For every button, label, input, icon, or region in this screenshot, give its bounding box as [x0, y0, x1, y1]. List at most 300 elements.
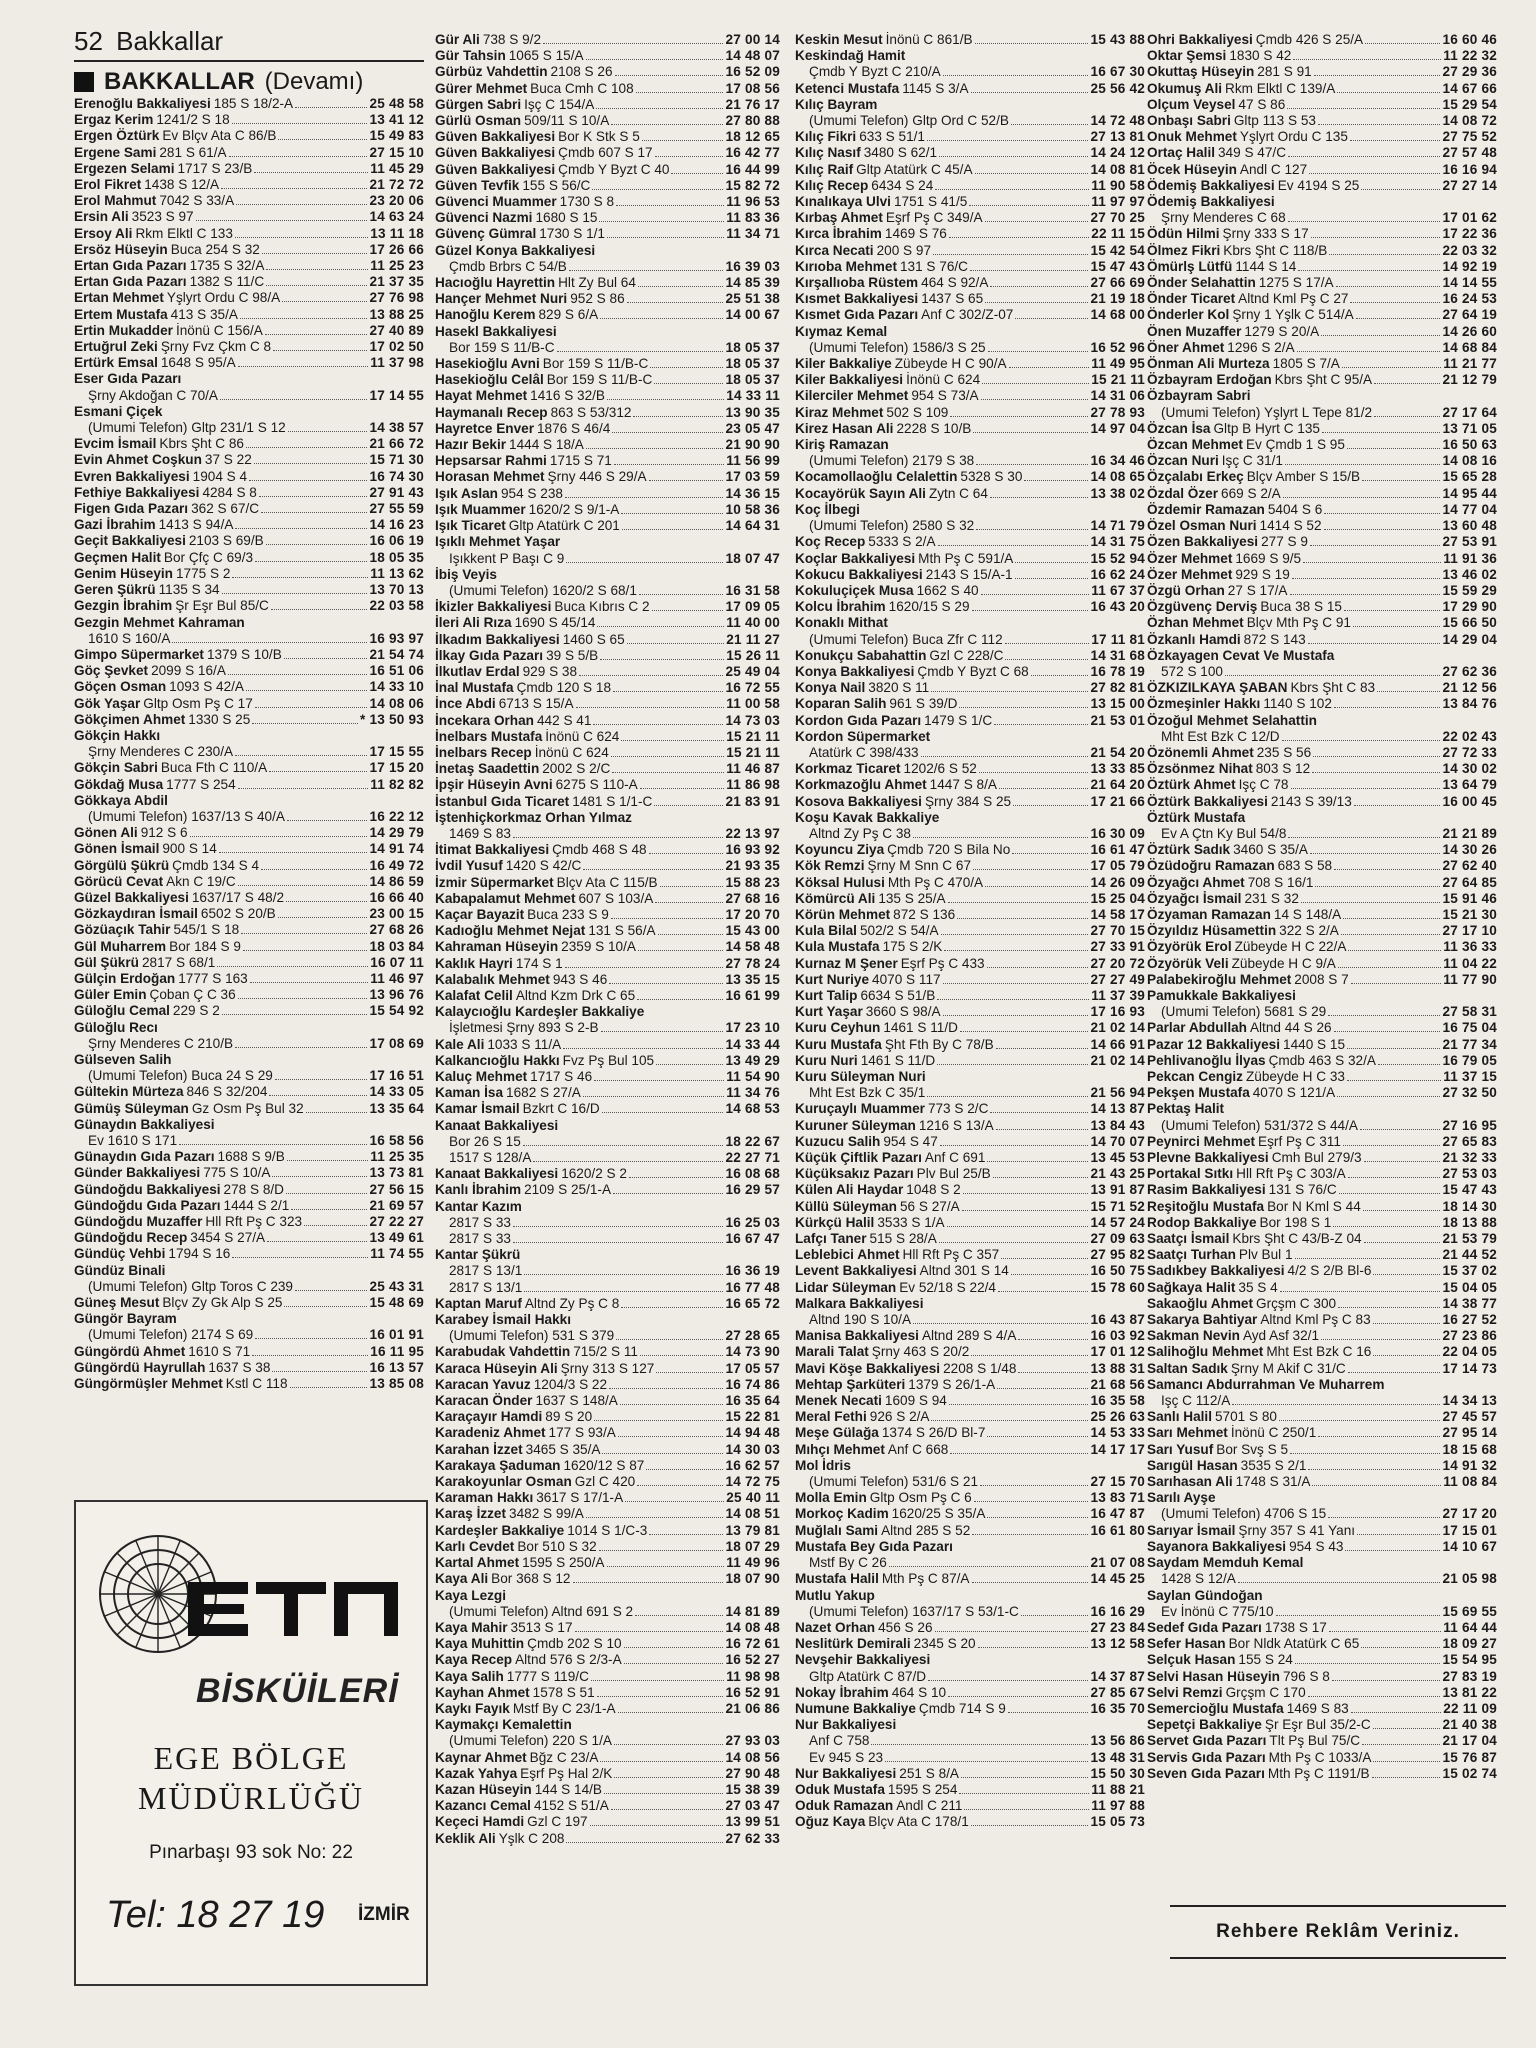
entry-name: Mavi Köşe Bakkaliyesi	[795, 1360, 941, 1376]
entry-phone: 21 11 27	[726, 631, 780, 647]
listing-entry	[1147, 551, 1497, 567]
listing-entry	[795, 1166, 1145, 1182]
entry-name: Ketenci Mustafa	[795, 80, 900, 96]
entry-name: Özyağcı İsmail	[1147, 890, 1242, 906]
entry-phone: 14 08 06	[369, 695, 424, 711]
leader-dots	[1001, 1258, 1088, 1259]
entry-phone: 14 97 04	[1090, 420, 1145, 436]
entry-name: Molla Emin	[795, 1490, 867, 1506]
leader-dots	[622, 529, 724, 530]
entry-phone: 11 82 82	[370, 776, 424, 792]
leader-dots	[513, 837, 724, 838]
entry-name: Kuruçaylı Muammer	[795, 1101, 925, 1117]
entry-address: Şrny Menderes C 68	[1161, 210, 1286, 226]
listing-entry	[1147, 210, 1497, 226]
listing-heading: Esmani Çiçek	[74, 403, 163, 419]
leader-dots	[524, 1291, 723, 1292]
listing-entry	[435, 648, 780, 664]
listing-entry	[435, 372, 780, 388]
entry-address: 56 S 27/A	[899, 1198, 960, 1214]
listing-heading: Kaymakçı Kemalettin	[435, 1717, 572, 1733]
leader-dots	[616, 205, 724, 206]
entry-name: Özcan Mehmet	[1147, 437, 1243, 453]
leader-dots	[594, 1420, 723, 1421]
entry-phone: * 13 50 93	[360, 711, 424, 727]
entry-phone: 11 37 15	[1443, 1069, 1497, 1084]
entry-phone: 11 86 98	[726, 777, 780, 793]
entry-phone: 21 43 25	[1090, 1166, 1145, 1182]
leader-dots	[1334, 869, 1440, 870]
entry-name: Karaş İzzet	[435, 1506, 507, 1522]
listing-entry	[1147, 1199, 1497, 1215]
entry-name: Levent Bakkaliyesi	[795, 1263, 917, 1279]
entry-phone: 18 05 37	[725, 356, 780, 372]
listing-entry	[435, 1571, 780, 1587]
entry-phone: 25 40 11	[726, 1490, 780, 1506]
leader-dots	[1321, 335, 1440, 336]
entry-name: Pekşen Mustafa	[1147, 1085, 1250, 1101]
listing-entry	[1147, 972, 1497, 988]
listing-entry	[795, 858, 1145, 874]
leader-dots	[1348, 1372, 1441, 1373]
entry-address: Mht Est Bzk C 12/D	[1161, 728, 1280, 744]
listing-entry	[1147, 421, 1497, 437]
entry-name: Ertem Mustafa	[74, 306, 168, 322]
entry-phone: 14 37 87	[1090, 1668, 1145, 1684]
listing-entry	[1147, 1636, 1497, 1652]
entry-name: Özer Mehmet	[1147, 566, 1233, 582]
entry-phone: 14 08 51	[725, 1506, 780, 1522]
entry-address: 3660 S 98/A	[865, 1004, 941, 1020]
leader-dots	[1308, 643, 1441, 644]
entry-phone: 13 88 31	[1090, 1360, 1145, 1376]
listing-heading: Pamukkale Bakkaliyesi	[1147, 987, 1296, 1003]
entry-phone: 27 83 19	[1442, 1668, 1497, 1684]
entry-address: 135 S 25/A	[878, 890, 946, 906]
leader-dots	[962, 1210, 1089, 1211]
leader-dots	[931, 691, 1088, 692]
entry-phone: 15 82 72	[725, 177, 780, 193]
leader-dots	[937, 999, 1089, 1000]
listing-entry	[1147, 1215, 1497, 1231]
listing-entry	[1147, 1523, 1497, 1539]
listing-entry	[435, 1506, 780, 1522]
entry-address: Kbrs Şht C 43/B-Z 04	[1232, 1231, 1362, 1247]
listing-entry	[74, 566, 424, 582]
entry-address: Şrny Menderes C 230/A	[88, 744, 234, 760]
entry-name: Oduk Mustafa	[795, 1781, 885, 1797]
leader-dots	[565, 967, 724, 968]
leader-dots	[259, 496, 368, 497]
entry-address: Zübeyde H C 22/A	[1234, 939, 1347, 955]
entry-name: Karabudak Vahdettin	[435, 1344, 571, 1360]
entry-phone: 14 91 74	[369, 841, 424, 857]
listing-entry	[795, 1312, 1145, 1328]
entry-name: Pekcan Cengiz	[1147, 1069, 1243, 1084]
leader-dots	[1328, 1517, 1440, 1518]
listing-entry	[1147, 1766, 1497, 1782]
entry-name: Kırşallıoba Rüstem	[795, 275, 919, 291]
entry-address: 1610 S 71	[188, 1343, 251, 1359]
listing-entry	[74, 647, 424, 663]
entry-phone: 25 51 38	[725, 291, 780, 307]
entry-name: Özen Bakkaliyesi	[1147, 534, 1259, 550]
entry-address: Ev 52/18 S 22/4	[899, 1279, 996, 1295]
leader-dots	[1318, 1436, 1440, 1437]
entry-name: Kahraman Hüseyin	[435, 939, 559, 955]
entry-phone: 21 68 56	[1090, 1376, 1145, 1392]
entry-name: Kanaat Bakkaliyesi	[435, 1166, 559, 1182]
entry-phone: 22 03 58	[369, 598, 424, 614]
entry-address: Grçşm C 170	[1225, 1684, 1306, 1700]
entry-address: Çoban Ç C 36	[149, 987, 236, 1003]
listing-entry	[74, 485, 424, 501]
entry-name: Körün Mehmet	[795, 906, 891, 922]
entry-phone: 15 71 52	[1090, 1198, 1145, 1214]
listing-entry	[795, 1474, 1145, 1490]
entry-address: 2002 S 2/C	[542, 761, 611, 777]
entry-phone: 11 49 96	[726, 1555, 780, 1571]
entry-name: Servis Gıda Pazarı	[1147, 1749, 1266, 1765]
leader-dots	[660, 886, 724, 887]
entry-name: Kordon Gıda Pazarı	[795, 712, 922, 728]
entry-address: 1578 S 51	[532, 1684, 595, 1700]
entry-name: Seven Gıda Pazarı	[1147, 1765, 1265, 1781]
listing-entry	[1147, 97, 1497, 113]
listing-entry	[1147, 923, 1497, 939]
entry-name: Kaya Recep	[435, 1652, 513, 1668]
listing-entry	[435, 1750, 780, 1766]
leader-dots	[658, 934, 724, 935]
entry-phone: 18 12 65	[725, 129, 780, 145]
leader-dots	[972, 1582, 1089, 1583]
entry-phone: 16 93 97	[369, 630, 424, 646]
leader-dots	[1334, 1031, 1441, 1032]
listing-heading: İştenhiçkorkmaz Orhan Yılmaz	[435, 809, 632, 825]
leader-dots	[637, 999, 723, 1000]
entry-phone: 25 49 04	[725, 663, 780, 679]
entry-phone: 27 82 81	[1090, 680, 1145, 696]
entry-address: Şrny Fvz Çkm C 8	[160, 339, 272, 355]
listing-entry	[435, 437, 780, 453]
listing-entry	[1147, 324, 1497, 340]
listing-entry	[795, 486, 1145, 502]
leader-dots	[615, 75, 724, 76]
entry-address: Gltp Osm Pş C 17	[143, 695, 253, 711]
leader-dots	[975, 43, 1089, 44]
entry-address: 545/1 S 18	[173, 922, 240, 938]
entry-address: 231 S 32	[1244, 890, 1299, 906]
entry-address: 1777 S 163	[178, 970, 248, 986]
listing-entry	[795, 632, 1145, 648]
entry-address: 4070 S 117	[872, 971, 941, 987]
leader-dots	[1031, 675, 1089, 676]
entry-phone: 16 39 03	[725, 258, 780, 274]
entry-name: Geren Şükrü	[74, 582, 156, 598]
leader-dots	[266, 544, 368, 545]
leader-dots	[972, 610, 1089, 611]
entry-address: Kbrs Şht C 118/B	[1223, 242, 1328, 258]
entry-address: 1382 S 11/C	[189, 274, 265, 290]
entry-phone: 16 08 68	[725, 1166, 780, 1182]
listing-entry	[795, 777, 1145, 793]
eti-logo-icon	[88, 1522, 414, 1672]
entry-address: 1682 S 27/A	[506, 1085, 581, 1101]
listing-entry	[795, 1247, 1145, 1263]
leader-dots	[255, 707, 368, 708]
entry-phone: 14 45 25	[1090, 1571, 1145, 1587]
leader-dots	[1333, 1226, 1440, 1227]
entry-name: Ertin Mukadder	[74, 322, 173, 338]
listing-entry	[795, 761, 1145, 777]
listing-heading: Gündüz Binali	[74, 1262, 166, 1278]
entry-phone: 16 52 09	[725, 64, 780, 80]
entry-name: Önder Selahattin	[1147, 275, 1256, 291]
entry-name: Önderler Kol	[1147, 307, 1230, 323]
entry-name: İlkutlav Erdal	[435, 663, 520, 679]
listing-heading: Mol İdris	[795, 1457, 851, 1473]
leader-dots	[533, 1161, 723, 1162]
listing-entry	[1147, 48, 1497, 64]
entry-phone: 16 67 47	[725, 1231, 780, 1247]
listing-entry	[435, 794, 780, 810]
entry-name: Kokuluçiçek Musa	[795, 582, 914, 598]
listing-entry	[74, 712, 424, 728]
entry-address: 1048 S 2	[906, 1182, 961, 1198]
entry-name: Oktar Şemsi	[1147, 48, 1227, 64]
entry-address: 1751 S 41/5	[893, 194, 968, 210]
listing-entry	[795, 1393, 1145, 1409]
entry-phone: 15 25 04	[1090, 890, 1145, 906]
entry-address: 4152 S 51/A	[533, 1798, 609, 1814]
entry-address: 1135 S 34	[158, 582, 220, 598]
entry-phone: 15 52 94	[1090, 550, 1145, 566]
entry-address: 144 S 14/B	[534, 1781, 602, 1797]
entry-name: Ölmez Fikri	[1147, 242, 1221, 258]
entry-address: 912 S 6	[140, 825, 188, 841]
listing-entry	[435, 145, 780, 161]
entry-phone: 27 17 10	[1442, 923, 1497, 939]
entry-address: 1830 S 42	[1229, 48, 1292, 64]
leader-dots	[1354, 805, 1441, 806]
listing-entry	[795, 340, 1145, 356]
listing-entry	[74, 550, 424, 566]
entry-phone: 21 54 20	[1090, 744, 1145, 760]
listing-entry	[795, 1523, 1145, 1539]
entry-phone: 16 62 57	[725, 1457, 780, 1473]
entry-address: Altnd Kzm Drk C 65	[515, 987, 636, 1003]
listing-entry	[74, 1230, 424, 1246]
entry-name: Kuzucu Salih	[795, 1133, 881, 1149]
entry-name: Gazi İbrahim	[74, 517, 156, 533]
entry-phone: 16 13 57	[369, 1359, 424, 1375]
entry-phone: 27 09 63	[1090, 1231, 1145, 1247]
entry-phone: 17 15 55	[369, 744, 424, 760]
entry-phone: 15 54 95	[1442, 1652, 1497, 1668]
listing-entry	[1147, 858, 1497, 874]
listing-entry	[1147, 1361, 1497, 1377]
entry-address: 1715 S 71	[549, 453, 612, 469]
entry-name: Ergezen Selami	[74, 160, 175, 176]
listing-entry	[74, 1279, 424, 1295]
entry-address: 464 S 10	[891, 1684, 947, 1700]
entry-phone: 11 40 00	[726, 615, 780, 631]
listing-entry	[1147, 680, 1497, 696]
listing-heading: Konaklı Mithat	[795, 615, 888, 631]
leader-dots	[1024, 480, 1088, 481]
entry-address: 952 S 86	[570, 291, 625, 307]
entry-address: Andl C 127	[1239, 161, 1308, 177]
entry-phone: 27 33 91	[1090, 939, 1145, 955]
listing-heading: Kiriş Ramazan	[795, 437, 889, 453]
entry-address: Mht Est Bzk C 35/1	[809, 1085, 926, 1101]
leader-dots	[981, 594, 1090, 595]
leader-dots	[639, 594, 724, 595]
listing-entry	[795, 1490, 1145, 1506]
listing-entry	[795, 599, 1145, 615]
listing-heading: Gökçin Hakkı	[74, 727, 161, 743]
entry-address: Hlt Zy Bul 64	[558, 275, 636, 291]
entry-name: Öner Ahmet	[1147, 339, 1225, 355]
entry-name: Gökdağ Musa	[74, 776, 164, 792]
entry-address: 1330 S 25	[188, 711, 251, 727]
listing-entry	[435, 875, 780, 891]
entry-address: (Umumi Telefon) 531 S 379	[449, 1328, 615, 1344]
entry-address: 2817 S 13/1	[449, 1263, 523, 1279]
listing-entry	[74, 96, 424, 112]
page-number: 52	[74, 26, 103, 56]
listing-entry	[1147, 1409, 1497, 1425]
leader-dots	[599, 221, 724, 222]
entry-address: Blçv Zy Gk Alp S 25	[162, 1295, 283, 1311]
leader-dots	[611, 124, 723, 125]
listing-entry	[1147, 372, 1497, 388]
entry-phone: 21 66 72	[369, 436, 424, 452]
leader-dots	[286, 1193, 367, 1194]
listing-entry	[1147, 534, 1497, 550]
entry-address: Çmdb 463 S 32/A	[1268, 1052, 1376, 1068]
listing-entry	[435, 1636, 780, 1652]
leader-dots	[593, 724, 723, 725]
entry-phone: 22 03 32	[1442, 242, 1497, 258]
entry-phone: 14 67 66	[1442, 80, 1497, 96]
entry-name: Kılıç Raif	[795, 161, 854, 177]
entry-name: Özyağcı Ahmet	[1147, 874, 1245, 890]
entry-phone: 11 36 33	[1443, 939, 1497, 955]
listing-entry	[795, 875, 1145, 891]
entry-address: (Umumi Telefon) Buca 24 S 29	[88, 1068, 273, 1084]
entry-name: Gökçimen Ahmet	[74, 711, 186, 727]
entry-phone: 16 47 87	[1090, 1506, 1145, 1522]
entry-address: Eşrf Pş Hal 2/K	[520, 1765, 613, 1781]
entry-name: Kosova Bakkaliyesi	[795, 793, 922, 809]
entry-name: Selvi Remzi	[1147, 1684, 1223, 1700]
listing-heading: Eser Gıda Pazarı	[74, 371, 182, 387]
listing-entry	[795, 1263, 1145, 1279]
entry-address: Ev Blçv Ata C 86/B	[162, 128, 277, 144]
entry-name: Okuttaş Hüseyin	[1147, 64, 1255, 80]
listing-entry	[1147, 875, 1497, 891]
entry-address: 89 S 20	[545, 1409, 593, 1425]
entry-phone: 15 91 46	[1442, 890, 1497, 906]
entry-address: Altnd 289 S 4/A	[921, 1328, 1017, 1344]
entry-address: 1379 S 26/1-A	[908, 1376, 996, 1392]
entry-name: Güvenç Gümral	[435, 226, 537, 242]
entry-name: Sayanora Bakkaliyesi	[1147, 1538, 1287, 1554]
entry-address: 1620/25 S 35/A	[891, 1506, 986, 1522]
listing-entry	[795, 1409, 1145, 1425]
entry-name: Gür Tahsin	[435, 48, 506, 64]
listing-entry	[74, 112, 424, 128]
listing-entry	[435, 210, 780, 226]
entry-phone: 11 98 98	[726, 1668, 780, 1684]
entry-address: 1444 S 2/1	[223, 1197, 290, 1213]
entry-name: Kısmet Bakkaliyesi	[795, 291, 919, 307]
leader-dots	[232, 123, 368, 124]
listing-entry	[435, 1669, 780, 1685]
listing-entry	[795, 64, 1145, 80]
entry-name: İvdil Yusuf	[435, 858, 503, 874]
entry-name: Güvenci Nazmi	[435, 210, 533, 226]
entry-address: 1279 S 20/A	[1244, 323, 1320, 339]
entry-phone: 16 67 30	[1090, 64, 1145, 80]
listing-entry	[74, 1101, 424, 1117]
entry-phone: 22 27 71	[725, 1150, 780, 1166]
entry-phone: 27 13 81	[1090, 129, 1145, 145]
entry-name: Sakaoğlu Ahmet	[1147, 1295, 1254, 1311]
listing-heading: Kılıç Bayram	[795, 96, 878, 112]
listing-entry	[435, 1069, 780, 1085]
entry-address: (Umumi Telefon) 1620/2 S 68/1	[449, 582, 637, 598]
entry-address: Mth Pş C 1191/B	[1267, 1765, 1370, 1781]
entry-name: Özgüvenç Derviş	[1147, 599, 1258, 615]
entry-address: Anf C 302/Z-07	[921, 307, 1014, 323]
entry-address: 1204/3 S 22	[533, 1376, 608, 1392]
leader-dots	[652, 610, 724, 611]
listing-entry	[1147, 356, 1497, 372]
listing-entry	[1147, 826, 1497, 842]
entry-name: Gürgen Sabri	[435, 96, 522, 112]
listing-entry	[435, 1150, 780, 1166]
entry-phone: 27 58 31	[1442, 1004, 1497, 1020]
entry-name: Ersoy Ali	[74, 225, 133, 241]
listing-entry	[1147, 162, 1497, 178]
entry-phone: 21 54 74	[369, 646, 424, 662]
entry-phone: 18 15 68	[1442, 1441, 1497, 1457]
entry-address: Şrny 333 S 17	[1222, 226, 1309, 242]
entry-phone: 21 19 18	[1090, 291, 1145, 307]
entry-address: 1479 S 1/C	[924, 712, 993, 728]
entry-phone: 16 07 11	[370, 954, 424, 970]
leader-dots	[1018, 1339, 1088, 1340]
entry-address: Bor Svş S 5	[1216, 1441, 1289, 1457]
listing-entry	[435, 1831, 780, 1847]
entry-phone: 16 30 09	[1090, 825, 1145, 841]
entry-name: Güneş Mesut	[74, 1295, 160, 1311]
leader-dots	[1329, 1631, 1441, 1632]
listing-entry	[435, 891, 780, 907]
entry-name: Hacıoğlu Hayrettin	[435, 275, 556, 291]
page-header	[74, 26, 424, 57]
entry-phone: 14 29 04	[1442, 631, 1497, 647]
entry-address: 1595 S 250/A	[522, 1555, 605, 1571]
entry-name: Karaçayır Hamdi	[435, 1409, 543, 1425]
entry-address: 1688 S 9/B	[217, 1149, 285, 1165]
entry-name: Kayhan Ahmet	[435, 1684, 530, 1700]
leader-dots	[950, 416, 1088, 417]
entry-address: 1595 S 254	[887, 1781, 958, 1797]
entry-address: 155 S 56/C	[522, 177, 591, 193]
